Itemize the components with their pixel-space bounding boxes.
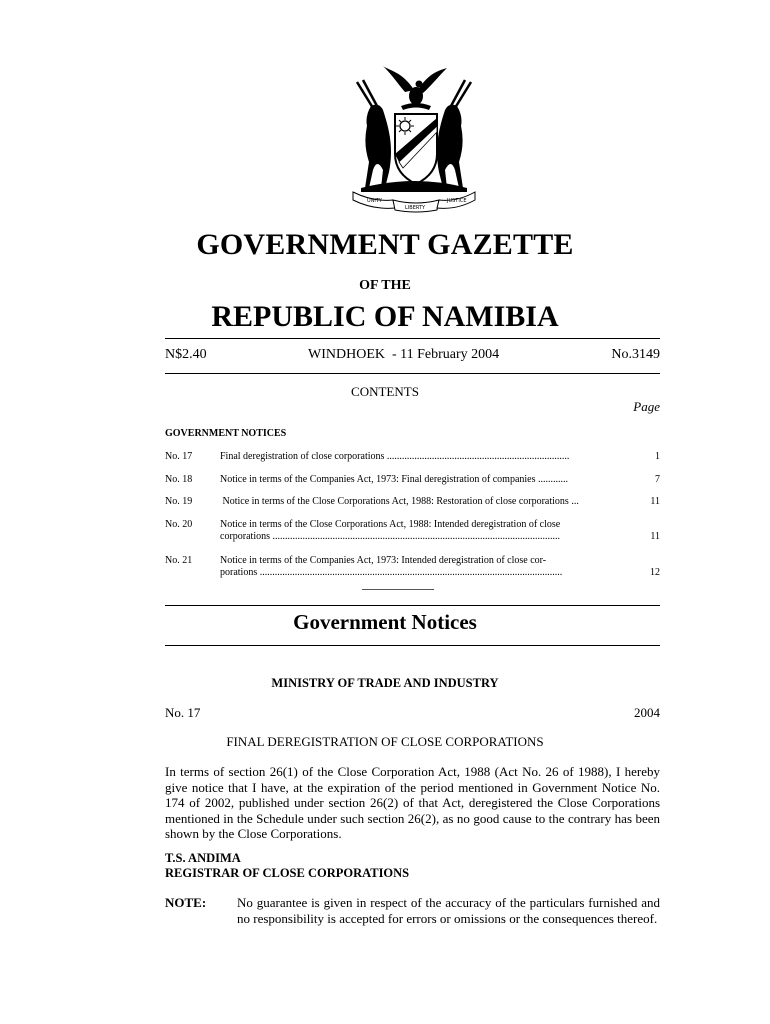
namibia-coat-of-arms-icon bbox=[343, 62, 485, 214]
notices-rule-top bbox=[165, 605, 660, 606]
masthead-rule-bottom bbox=[165, 373, 660, 374]
issue-number: No.3149 bbox=[611, 347, 660, 362]
contents-item-description-cont: corporations ................................................................................................................... bbox=[220, 531, 560, 542]
contents-item-number: No. 20 bbox=[165, 519, 193, 530]
contents-item-description-cont: porations ......................................................................................................................... bbox=[220, 567, 563, 578]
note-label: NOTE: bbox=[165, 895, 207, 910]
issue-price: N$2.40 bbox=[165, 347, 207, 362]
contents-end-rule bbox=[362, 589, 434, 590]
contents-item-number: No. 19 bbox=[165, 496, 193, 507]
page-column-label: Page bbox=[633, 399, 660, 414]
note-text: No guarantee is given in respect of the accuracy of the particulars furnished and no responsibility is accepted for errors or omissions or the consequences thereof. bbox=[237, 895, 660, 926]
notices-rule-bottom bbox=[165, 645, 660, 646]
contents-item-number: No. 17 bbox=[165, 451, 193, 462]
contents-item-page: 1 bbox=[655, 451, 660, 462]
contents-item bbox=[165, 555, 660, 581]
contents-item-number: No. 21 bbox=[165, 555, 193, 566]
contents-heading: CONTENTS bbox=[351, 384, 419, 399]
contents-item-description: Notice in terms of the Companies Act, 1973: Intended deregistration of close cor- bbox=[220, 555, 547, 566]
ministry-heading: MINISTRY OF TRADE AND INDUSTRY bbox=[271, 676, 499, 690]
contents-item-description: Notice in terms of the Close Corporations Act, 1988: Intended deregistration of close bbox=[220, 519, 561, 530]
contents-item-page: 12 bbox=[650, 567, 660, 578]
contents-item-page: 11 bbox=[650, 531, 660, 542]
notice-number: No. 17 bbox=[165, 705, 201, 720]
signatory-name: T.S. ANDIMA bbox=[165, 851, 241, 865]
signatory-title: REGISTRAR OF CLOSE CORPORATIONS bbox=[165, 866, 410, 880]
svg-text:JUSTICE: JUSTICE bbox=[447, 198, 467, 204]
contents-item-page: 7 bbox=[655, 474, 660, 485]
svg-text:UNITY: UNITY bbox=[367, 198, 382, 204]
notice-title: FINAL DEREGISTRATION OF CLOSE CORPORATIONS bbox=[226, 734, 544, 749]
of-the-label: OF THE bbox=[359, 278, 411, 293]
contents-item-description: Final deregistration of close corporations ......................................................................... bbox=[220, 451, 570, 462]
contents-item-number: No. 18 bbox=[165, 474, 193, 485]
masthead-rule-top bbox=[165, 338, 660, 339]
contents-item-page: 11 bbox=[650, 496, 660, 507]
notice-year: 2004 bbox=[634, 705, 660, 720]
contents-item-description: Notice in terms of the Close Corporations Act, 1988: Restoration of close corporations ... bbox=[220, 496, 579, 507]
gazette-title: GOVERNMENT GAZETTE bbox=[196, 228, 574, 261]
contents-section-label: GOVERNMENT NOTICES bbox=[165, 428, 287, 439]
notice-body: In terms of section 26(1) of the Close Corporation Act, 1988 (Act No. 26 of 1988), I hereby give notice that I have, at the expiration of the period mentioned in Government Notice No. 174 of 2002, published under section 26(2) of that Act, deregistered the Close Corporations mentioned in the Schedule under such section 26(2), as no good cause to the contrary has been shown by the Close Corporations. bbox=[165, 764, 660, 841]
government-notices-heading: Government Notices bbox=[293, 610, 477, 634]
republic-title: REPUBLIC OF NAMIBIA bbox=[211, 300, 559, 333]
issue-place-date: WINDHOEK - 11 February 2004 bbox=[308, 347, 500, 362]
contents-item bbox=[165, 519, 660, 545]
contents-item-description: Notice in terms of the Companies Act, 1973: Final deregistration of companies ............ bbox=[220, 474, 568, 485]
svg-text:LIBERTY: LIBERTY bbox=[405, 205, 426, 211]
